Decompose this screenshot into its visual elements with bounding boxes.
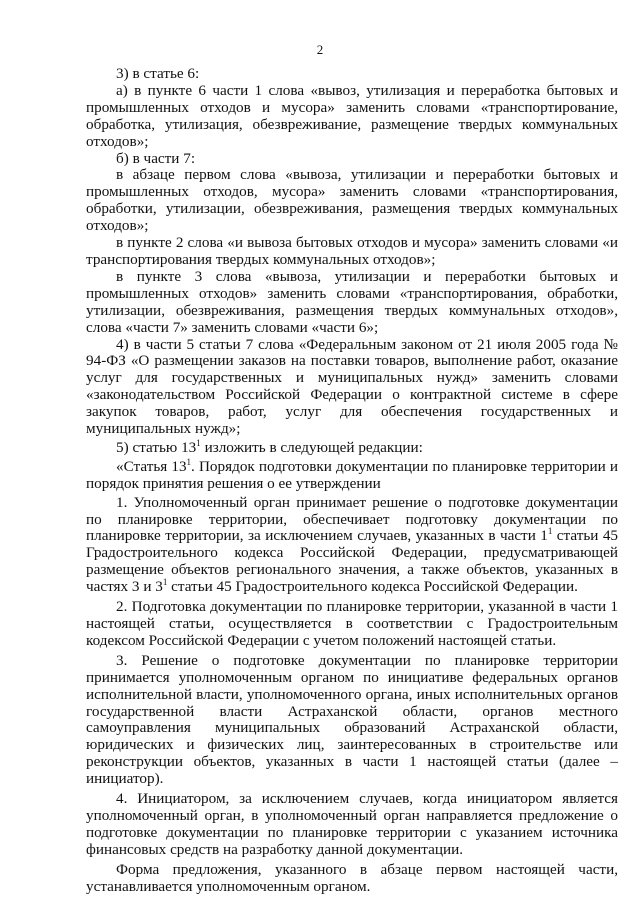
- paragraph-1: [86, 66, 618, 83]
- superscript: 1: [547, 526, 553, 537]
- paragraph-text: в пункте 2 слова «и вывоза бытовых отходов и мусора» заменить словами «и транспортирования твердых коммунальных отходов»;: [86, 234, 618, 268]
- paragraph-text: изложить в следующей редакции:: [200, 438, 423, 456]
- paragraph-11: [86, 599, 618, 650]
- paragraph-text: «Статья 13: [116, 457, 187, 475]
- paragraph-13: [86, 791, 618, 859]
- paragraph-9: [86, 456, 618, 493]
- paragraph-10: [86, 495, 618, 596]
- paragraph-text: 3. Решение о подготовке документации по планировке территории принимается уполномоченным органом по инициативе федеральных органов исполнительной власти, уполномоченного органа, иных исполнительных органов государственной власти Астраханской области, органов местного самоуправления муниципальных образований Астраханской области, юридических и физических лиц, заинтересованных в строительстве или реконструкции объектов, указанных в части 1 настоящей статьи (далее – инициатор).: [86, 651, 618, 788]
- paragraph-text: 2. Подготовка документации по планировке территории, указанной в части 1 настоящей статьи, осуществляется в соответствии с Градостроительным кодексом Российской Федерации с учетом положений настоящей статьи.: [86, 598, 618, 649]
- paragraph-6: [86, 269, 618, 337]
- paragraph-text: 4) в части 5 статьи 7 слова «Федеральным законом от 21 июля 2005 года № 94-ФЗ «О размещении заказов на поставки товаров, выполнение работ, оказание услуг для государственных и муниципальных нужд» заменить словами «законодательством Российской Федерации о контрактной системе в сфере закупок товаров, работ, услуг для обеспечения государственных и муниципальных нужд»;: [86, 335, 618, 438]
- paragraph-text: 4. Инициатором, за исключением случаев, когда инициатором является уполномоченный орган, в уполномоченный орган направляется предложение о подготовке документации по планировке территории с указанием источника финансовых средств на разработку данной документации.: [86, 790, 618, 858]
- paragraph-text: . Порядок подготовки документации по планировке территории и порядок принятия решения о ее утверждении: [86, 457, 618, 492]
- paragraph-text: 5) статью 13: [116, 438, 197, 456]
- paragraph-14: [86, 862, 618, 896]
- superscript: 1: [186, 456, 192, 467]
- superscript: 1: [162, 577, 168, 588]
- paragraph-4: [86, 167, 618, 235]
- paragraph-5: [86, 235, 618, 269]
- paragraph-text: в пункте 3 слова «вывоза, утилизации и переработки бытовых и промышленных отходов» заменить словами «транспортирования, обработки, утилизации, обезвреживания, размещения твердых коммунальных отходов», слова «части 7» заменить словами «части 6»;: [86, 267, 618, 336]
- paragraph-text: 3) в статье 6:: [116, 65, 200, 82]
- paragraph-text: Форма предложения, указанного в абзаце первом настоящей части, устанавливается уполномоченным органом.: [86, 860, 618, 895]
- document-body: [86, 66, 618, 896]
- paragraph-text: а) в пункте 6 части 1 слова «вывоз, утилизация и переработка бытовых и промышленных отходов и мусора» заменить словами «транспортирование, обработка, утилизация, обезвреживание, размещение твердых коммунальных отходов»;: [86, 81, 618, 150]
- paragraph-text: статьи 45 Градостроительного кодекса Российской Федерации.: [167, 578, 578, 596]
- paragraph-text: статьи 45 Градостроительного кодекса Российской Федерации, предусматривающей размещение объектов регионального значения, а также объектов, указанных в частях 3 и 3: [86, 527, 619, 596]
- superscript: 1: [196, 437, 201, 448]
- paragraph-text: б) в части 7:: [116, 149, 196, 167]
- paragraph-3: [86, 151, 618, 168]
- paragraph-7: [86, 337, 618, 438]
- page-number: 2: [316, 42, 324, 57]
- paragraph-text: в абзаце первом слова «вывоза, утилизации и переработки бытовых и промышленных отходов, мусора» заменить словами «транспортирования, обработки, утилизации, обезвреживания, размещения твердых коммунальных отходов»;: [86, 166, 618, 235]
- paragraph-12: [86, 653, 618, 788]
- paragraph-2: [86, 83, 618, 151]
- paragraph-8: [86, 437, 618, 457]
- paragraph-text: 1. Уполномоченный орган принимает решение о подготовке документации по планировке территории, обеспечивает подготовку документации по планировке территории, за исключением случаев, указанных в части 1: [86, 493, 618, 545]
